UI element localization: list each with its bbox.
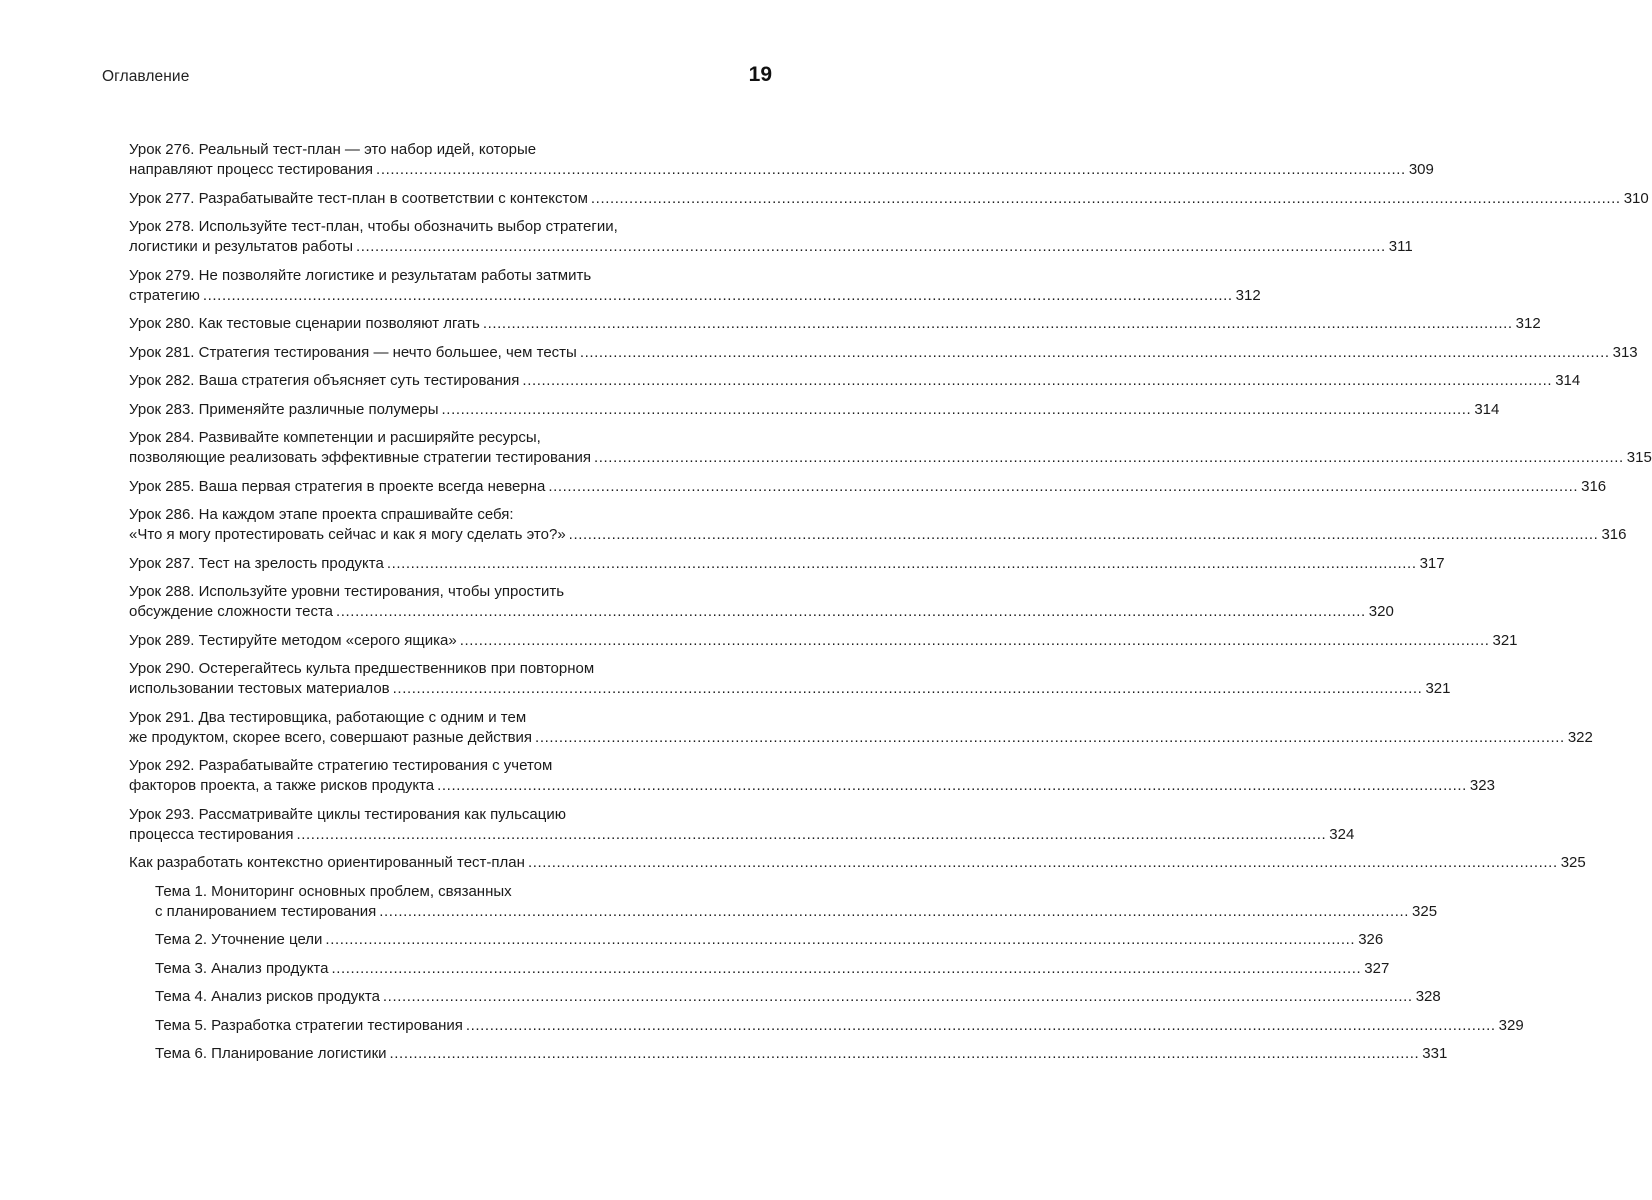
toc-entry-final-line	[155, 987, 1441, 1007]
toc-entry-page-number: 320	[1368, 603, 1394, 620]
toc-entry-title-line: Урок 279. Не позволяйте логистике и результатам работы затмить	[129, 266, 592, 284]
dot-leader	[356, 237, 1386, 257]
dot-leader	[594, 448, 1624, 468]
dot-leader	[379, 902, 1409, 922]
toc-entry-title-line: Урок 292. Разрабатывайте стратегию тестирования с учетом	[129, 757, 553, 774]
toc-entry-final-line	[155, 1016, 1524, 1036]
toc-entry[interactable]	[129, 400, 1500, 420]
toc-entry-final-line	[129, 728, 1593, 748]
toc-entry-title-line: Урок 286. На каждом этапе проекта спрашивайте себя:	[129, 506, 514, 523]
toc-entry-final-line	[129, 825, 1355, 845]
toc-entry-page-number: 326	[1358, 931, 1384, 948]
dot-leader	[383, 987, 1413, 1007]
toc-entry-final-line	[129, 602, 1394, 622]
table-of-contents	[129, 140, 1652, 1073]
dot-leader	[580, 343, 1610, 363]
toc-entry-final-line	[155, 959, 1390, 979]
toc-entry-title-line: Урок 293. Рассматривайте циклы тестирования как пульсацию	[129, 805, 566, 823]
toc-entry-title-line: процесса тестирования	[129, 825, 294, 843]
toc-entry-final-line	[155, 1044, 1448, 1064]
toc-entry[interactable]	[129, 756, 1495, 796]
toc-entry-title-line: направляют процесс тестирования	[129, 161, 374, 178]
toc-entry-final-line	[129, 189, 1649, 209]
toc-entry-page-number: 321	[1492, 631, 1518, 649]
toc-entry[interactable]	[129, 505, 1627, 545]
toc-entry-final-line	[129, 448, 1652, 468]
toc-subentry[interactable]	[129, 930, 1384, 950]
toc-entry-page-number: 328	[1415, 988, 1441, 1005]
toc-entry-title-line: Урок 289. Тестируйте методом «серого ящика»	[129, 631, 457, 649]
toc-entry-page-number: 323	[1469, 777, 1495, 794]
toc-entry-title-line: Урок 277. Разрабатывайте тест-план в соответствии с контекстом	[129, 189, 588, 207]
toc-entry-final-line	[129, 631, 1518, 651]
dot-leader	[483, 314, 1513, 334]
toc-entry-title-line: с планированием тестирования	[155, 902, 377, 920]
toc-entry-page-number: 312	[1515, 315, 1541, 332]
toc-entry-final-line	[129, 314, 1541, 334]
toc-entry-page-number: 313	[1612, 343, 1638, 361]
toc-entry-title-line: Урок 285. Ваша первая стратегия в проекте всегда неверна	[129, 477, 546, 495]
toc-entry-title-line: Как разработать контекстно ориентированный тест-план	[129, 854, 525, 871]
toc-entry-final-line	[129, 525, 1627, 545]
toc-entry-page-number: 315	[1626, 449, 1652, 466]
toc-entry-title-line: Тема 4. Анализ рисков продукта	[155, 988, 380, 1005]
toc-entry-page-number: 310	[1623, 189, 1649, 207]
toc-entry-title-line: же продуктом, скорее всего, совершают разные действия	[129, 728, 533, 746]
toc-entry[interactable]	[129, 371, 1581, 391]
dot-leader	[437, 776, 1467, 796]
toc-entry-title-line: Тема 1. Мониторинг основных проблем, связанных	[155, 882, 512, 900]
toc-entry-page-number: 314	[1474, 400, 1500, 418]
dot-leader	[376, 160, 1406, 180]
toc-entry-title-line: логистики и результатов работы	[129, 238, 353, 255]
dot-leader	[442, 400, 1472, 420]
toc-entry-page-number: 321	[1425, 680, 1451, 697]
toc-entry-page-number: 316	[1581, 477, 1607, 495]
toc-entry[interactable]	[129, 659, 1451, 699]
toc-subentry[interactable]	[129, 1016, 1524, 1036]
dot-leader	[569, 525, 1599, 545]
toc-entry-title-line: стратегию	[129, 286, 200, 304]
toc-subentry[interactable]	[129, 987, 1441, 1007]
toc-entry-page-number: 325	[1412, 902, 1438, 920]
dot-leader	[297, 825, 1327, 845]
toc-entry-final-line	[155, 902, 1438, 922]
dot-leader	[331, 959, 1361, 979]
toc-entry[interactable]	[129, 554, 1445, 574]
toc-entry-page-number: 312	[1235, 286, 1261, 304]
toc-entry-final-line	[129, 371, 1581, 391]
toc-entry[interactable]	[129, 631, 1518, 651]
toc-entry-title-line: Урок 280. Как тестовые сценарии позволяют лгать	[129, 315, 480, 332]
dot-leader	[203, 286, 1233, 306]
toc-entry-title-line: Урок 284. Развивайте компетенции и расширяйте ресурсы,	[129, 429, 541, 446]
toc-entry-title-line: Урок 281. Стратегия тестирования — нечто большее, чем тесты	[129, 343, 577, 361]
page-number: 19	[748, 63, 772, 86]
toc-entry-final-line	[129, 286, 1261, 306]
toc-entry-title-line: Тема 6. Планирование логистики	[155, 1045, 387, 1062]
dot-leader	[460, 631, 1490, 651]
dot-leader	[528, 853, 1558, 873]
toc-entry[interactable]	[129, 805, 1355, 845]
toc-entry-title-line: Урок 287. Тест на зрелость продукта	[129, 554, 384, 572]
toc-entry-final-line	[129, 776, 1495, 796]
toc-entry[interactable]	[129, 217, 1413, 257]
toc-entry[interactable]	[129, 853, 1586, 873]
dot-leader	[336, 602, 1366, 622]
toc-entry[interactable]	[129, 708, 1593, 748]
dot-leader	[325, 930, 1355, 950]
toc-entry-final-line	[129, 554, 1445, 574]
dot-leader	[522, 371, 1552, 391]
toc-subentry[interactable]	[129, 959, 1390, 979]
toc-entry[interactable]	[129, 314, 1541, 334]
dot-leader	[393, 679, 1423, 699]
toc-entry-title-line: Тема 2. Уточнение цели	[155, 931, 323, 948]
toc-entry[interactable]	[129, 477, 1607, 497]
toc-entry-page-number: 325	[1560, 854, 1586, 871]
toc-entry-final-line	[155, 930, 1384, 950]
dot-leader	[591, 189, 1621, 209]
toc-entry-page-number: 324	[1329, 825, 1355, 843]
toc-entry-title-line: Урок 288. Используйте уровни тестирования, чтобы упростить	[129, 583, 565, 600]
toc-entry[interactable]	[129, 140, 1434, 180]
toc-entry-page-number: 311	[1388, 238, 1413, 255]
toc-entry-title-line: Тема 3. Анализ продукта	[155, 959, 329, 977]
toc-entry-page-number: 317	[1419, 554, 1445, 572]
toc-entry-title-line: Урок 282. Ваша стратегия объясняет суть тестирования	[129, 372, 520, 389]
toc-entry-final-line	[129, 343, 1638, 363]
toc-entry-final-line	[129, 400, 1500, 420]
toc-entry[interactable]	[129, 428, 1652, 468]
toc-entry-title-line: Урок 276. Реальный тест-план — это набор идей, которые	[129, 141, 537, 158]
toc-entry-title-line: факторов проекта, а также рисков продукта	[129, 777, 435, 794]
dot-leader	[548, 477, 1578, 497]
toc-entry[interactable]	[129, 266, 1261, 306]
toc-subentry[interactable]	[129, 1044, 1448, 1064]
toc-entry-title-line: Урок 278. Используйте тест-план, чтобы обозначить выбор стратегии,	[129, 218, 618, 235]
dot-leader	[387, 554, 1417, 574]
toc-entry-final-line	[129, 477, 1607, 497]
toc-entry-title-line: Тема 5. Разработка стратегии тестирования	[155, 1016, 463, 1034]
toc-entry-title-line: «Что я могу протестировать сейчас и как я могу сделать это?»	[129, 526, 566, 543]
toc-entry-page-number: 331	[1422, 1045, 1448, 1062]
toc-entry-page-number: 316	[1601, 526, 1627, 543]
toc-entry-final-line	[129, 853, 1586, 873]
dot-leader	[535, 728, 1565, 748]
toc-entry-title-line: Урок 291. Два тестировщика, работающие с одним и тем	[129, 708, 527, 726]
dot-leader	[466, 1016, 1496, 1036]
toc-entry[interactable]	[129, 582, 1394, 622]
toc-entry-page-number: 309	[1408, 161, 1434, 178]
toc-entry-page-number: 322	[1567, 728, 1593, 746]
toc-entry-page-number: 327	[1364, 959, 1390, 977]
toc-entry-page-number: 314	[1555, 372, 1581, 389]
toc-entry-page-number: 329	[1498, 1016, 1524, 1034]
toc-subentry[interactable]	[129, 882, 1438, 922]
dot-leader	[390, 1044, 1420, 1064]
toc-entry-final-line	[129, 160, 1434, 180]
toc-entry-title-line: Урок 283. Применяйте различные полумеры	[129, 400, 439, 418]
toc-entry-title-line: обсуждение сложности теста	[129, 603, 333, 620]
toc-entry[interactable]	[129, 189, 1649, 209]
toc-entry-title-line: использовании тестовых материалов	[129, 680, 390, 697]
toc-entry-title-line: Урок 290. Остерегайтесь культа предшественников при повторном	[129, 660, 595, 677]
running-title: Оглавление	[102, 68, 190, 85]
toc-entry-final-line	[129, 237, 1413, 257]
toc-entry[interactable]	[129, 343, 1638, 363]
toc-entry-title-line: позволяющие реализовать эффективные стратегии тестирования	[129, 449, 591, 466]
toc-entry-final-line	[129, 679, 1451, 699]
